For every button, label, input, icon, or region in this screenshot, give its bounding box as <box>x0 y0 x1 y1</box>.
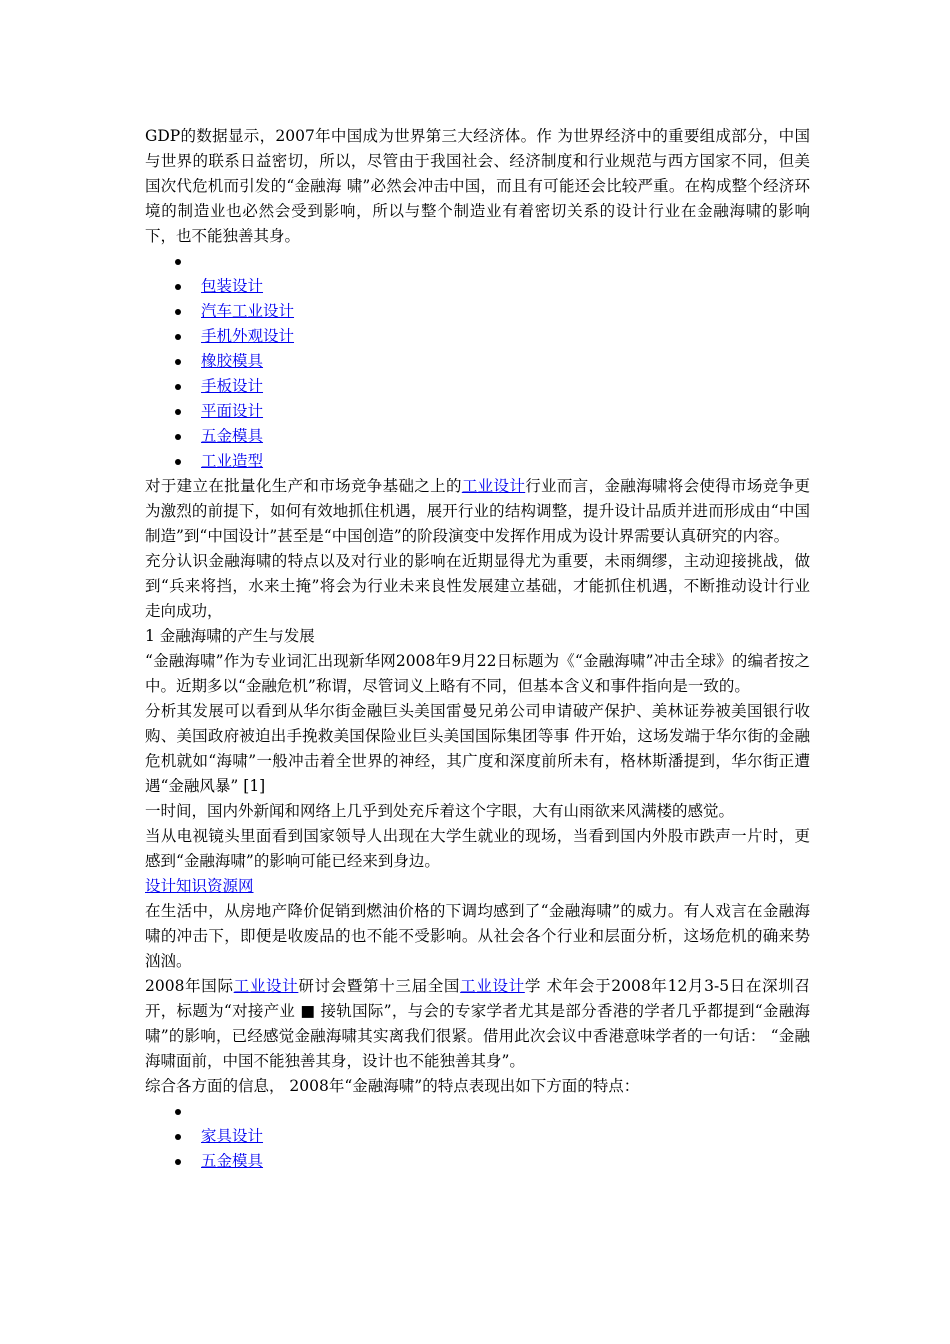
list-item <box>145 1149 810 1174</box>
link-industrial-design[interactable]: 工业设计 <box>461 477 526 495</box>
paragraph: 综合各方面的信息， 2008年“金融海啸”的特点表现出如下方面的特点： <box>145 1077 640 1095</box>
list-item <box>145 274 810 299</box>
related-links-list <box>145 1099 810 1174</box>
link-phone-exterior-design[interactable]: 手机外观设计 <box>201 327 295 345</box>
list-item <box>145 399 810 424</box>
link-industrial-design[interactable]: 工业设计 <box>460 977 525 995</box>
section-heading: 1 金融海啸的产生与发展 <box>145 627 315 645</box>
paragraph: 在生活中，从房地产降价促销到燃油价格的下调均感到了“金融海啸”的威力。有人戏言在金融海啸的冲击下，即便是收废品的也不能不受影响。从社会各个行业和层面分析，这场危机的确来势汹汹。 <box>145 902 810 970</box>
list-item <box>145 299 810 324</box>
paragraph <box>145 874 810 899</box>
link-industrial-styling[interactable]: 工业造型 <box>201 452 264 470</box>
document-body <box>145 124 810 1174</box>
paragraph: 当从电视镜头里面看到国家领导人出现在大学生就业的现场，当看到国内外股市跌声一片时，更感到“金融海啸”的影响可能已经来到身边。 <box>145 827 810 870</box>
list-item <box>145 449 810 474</box>
link-auto-industrial-design[interactable]: 汽车工业设计 <box>201 302 295 320</box>
list-item-empty <box>145 249 810 274</box>
list-item <box>145 324 810 349</box>
list-item <box>145 424 810 449</box>
list-item <box>145 349 810 374</box>
link-design-knowledge-resource[interactable]: 设计知识资源网 <box>145 877 254 895</box>
link-rubber-mold[interactable]: 橡胶模具 <box>201 352 264 370</box>
paragraph: 分析其发展可以看到从华尔街金融巨头美国雷曼兄弟公司申请破产保护、美林证券被美国银行收购、美国政府被迫出手挽救美国保险业巨头美国国际集团等事 件开始，这场发端于华尔街的金融危机就如“海啸”一般冲击着全世界的神经，其广度和深度前所未有，格林斯潘提到，华尔街正遭遇“金融风暴” [1] <box>145 702 810 795</box>
link-packaging-design[interactable]: 包装设计 <box>201 277 264 295</box>
paragraph: 一时间，国内外新闻和网络上几乎到处充斥着这个字眼，大有山雨欲来风满楼的感觉。 <box>145 802 735 820</box>
list-item <box>145 374 810 399</box>
paragraph: 对于建立在批量化生产和市场竞争基础之上的工业设计行业而言，金融海啸将会使得市场竞争更为激烈的前提下，如何有效地抓住机遇，展开行业的结构调整，提升设计品质并进而形成由“中国制造”到“中国设计”甚至是“中国创造”的阶段演变中发挥作用成为设计界需要认真研究的内容。 <box>145 477 810 545</box>
paragraph: “金融海啸”作为专业词汇出现新华网2008年9月22日标题为《“金融海啸”冲击全球》的编者按之中。近期多以“金融危机”称谓，尽管词义上略有不同，但基本含义和事件指向是一致的。 <box>145 652 810 695</box>
paragraph: 充分认识金融海啸的特点以及对行业的影响在近期显得尤为重要，未雨绸缪，主动迎接挑战，做到“兵来将挡，水来土掩”将会为行业未来良性发展建立基础，才能抓住机遇，不断推动设计行业走向成功， <box>145 552 810 620</box>
link-prototype-design[interactable]: 手板设计 <box>201 377 264 395</box>
related-links-list <box>145 249 810 474</box>
link-industrial-design[interactable]: 工业设计 <box>233 977 299 995</box>
list-item-empty <box>145 1099 810 1124</box>
intro-paragraph: GDP的数据显示，2007年中国成为世界第三大经济体。作 为世界经济中的重要组成部分，中国与世界的联系日益密切，所以，尽管由于我国社会、经济制度和行业规范与西方国家不同，但美国次代危机而引发的“金融海 啸”必然会冲击中国，而且有可能还会比较严重。在构成整个经济环境的制造业也必然会受到影响，所以与整个制造业有着密切关系的设计行业在金融海啸的影响下，也不能独善其身。 <box>145 127 810 245</box>
paragraph: 2008年国际工业设计研讨会暨第十三届全国工业设计学 术年会于2008年12月3-5日在深圳召开，标题为“对接产业 ■ 接轨国际”，与会的专家学者尤其是部分香港的学者几乎都提到“金融海啸”的影响，已经感觉金融海啸其实离我们很紧。借用此次会议中香港意味学者的一句话： “金融海啸面前，中国不能独善其身，设计也不能独善其身”。 <box>145 977 810 1070</box>
link-hardware-mold[interactable]: 五金模具 <box>201 427 264 445</box>
link-graphic-design[interactable]: 平面设计 <box>201 402 264 420</box>
list-item <box>145 1124 810 1149</box>
link-hardware-mold[interactable]: 五金模具 <box>201 1152 264 1170</box>
link-furniture-design[interactable]: 家具设计 <box>201 1127 264 1145</box>
